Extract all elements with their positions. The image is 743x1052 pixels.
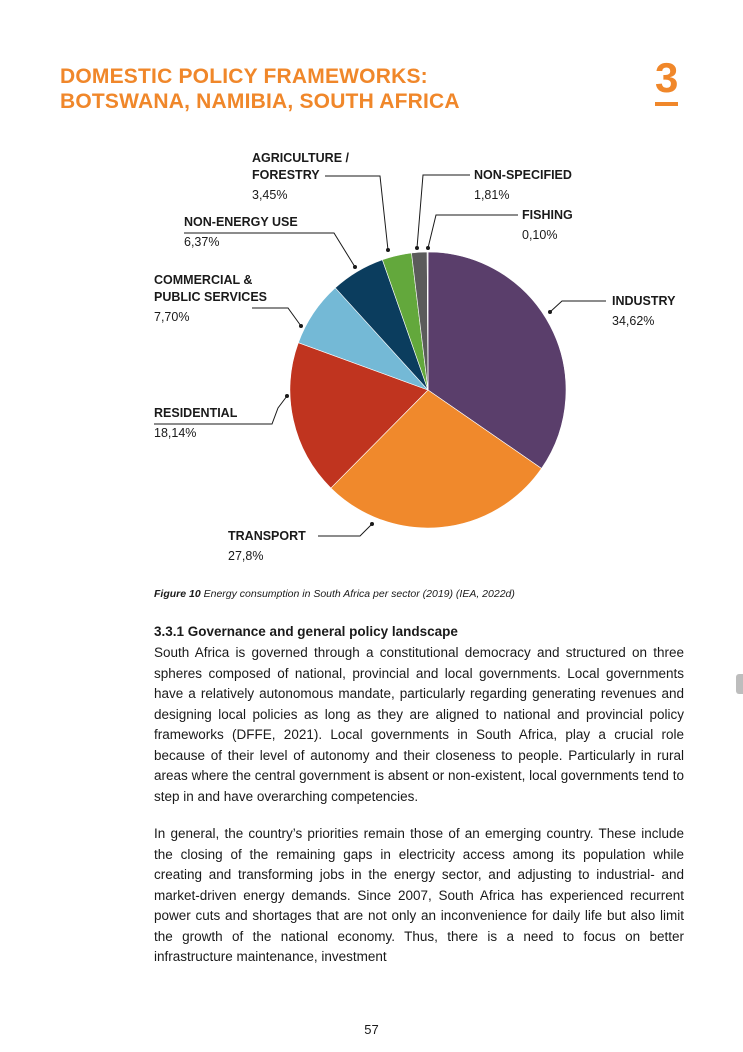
slice-label-value-6: 1,81% <box>474 188 510 202</box>
leader-dot-2 <box>285 394 289 398</box>
slice-label-name-2-0: RESIDENTIAL <box>154 406 238 420</box>
leader-dot-1 <box>370 522 374 526</box>
page-number: 57 <box>364 1022 379 1037</box>
slice-label-name-6-0: NON-SPECIFIED <box>474 168 572 182</box>
leader-dot-6 <box>415 246 419 250</box>
pie-slices <box>290 252 566 528</box>
leader-line-7 <box>428 215 518 248</box>
figure-caption-label: Figure 10 <box>154 588 201 600</box>
figure-caption-text: Energy consumption in South Africa per sector (2019) (IEA, 2022d) <box>200 588 515 600</box>
chapter-number: 3 <box>655 56 678 106</box>
header-title-line-2: BOTSWANA, NAMIBIA, SOUTH AFRICA <box>60 90 460 113</box>
leader-dot-3 <box>299 324 303 328</box>
leader-dot-0 <box>548 310 552 314</box>
leader-dot-4 <box>353 265 357 269</box>
leader-line-5 <box>325 176 388 250</box>
slice-label-name-0-0: INDUSTRY <box>612 294 676 308</box>
leader-line-6 <box>417 175 470 248</box>
scroll-tab[interactable] <box>736 674 743 694</box>
slice-label-name-3-0: COMMERCIAL & <box>154 273 253 287</box>
slice-label-value-1: 27,8% <box>228 549 264 563</box>
slice-label-value-5: 3,45% <box>252 188 288 202</box>
slice-label-name-5-1: FORESTRY <box>252 168 320 182</box>
slice-label-value-7: 0,10% <box>522 228 558 242</box>
slice-label-name-5-0: AGRICULTURE / <box>252 151 349 165</box>
slice-label-value-3: 7,70% <box>154 310 190 324</box>
header-title-line-1: DOMESTIC POLICY FRAMEWORKS: <box>60 65 428 88</box>
slice-label-name-7-0: FISHING <box>522 208 573 222</box>
leader-dot-7 <box>426 246 430 250</box>
slice-label-value-4: 6,37% <box>184 235 220 249</box>
section-heading: 3.3.1 Governance and general policy landscape <box>154 624 458 639</box>
body-paragraph-1: South Africa is governed through a constitutional democracy and structured on three spheres composed of national, provincial and local governments. Local governments have a relatively autonomous mandate, particularly regarding generating revenues and designing local policies as long as they are aligned to national and provincial policy frameworks (DFFE, 2021). Local governments in South Africa, play a crucial role because of their level of autonomy and their closeness to people. Particularly in rural areas where the central government is absent or non-existent, local governments tend to step in and have overarching competencies. <box>154 645 684 804</box>
slice-label-name-3-1: PUBLIC SERVICES <box>154 290 267 304</box>
leader-line-3 <box>252 308 301 326</box>
slice-label-name-4-0: NON-ENERGY USE <box>184 215 298 229</box>
leader-line-1 <box>318 524 372 536</box>
slice-label-value-2: 18,14% <box>154 426 197 440</box>
slice-label-name-1-0: TRANSPORT <box>228 529 306 543</box>
leader-line-0 <box>550 301 606 312</box>
body-paragraph-2: In general, the country’s priorities remain those of an emerging country. These include the closing of the remaining gaps in electricity access among its population while creating and transforming jobs in the energy sector, and adjusting to industrial- and market-driven energy demands. Since 2007, South Africa has experienced recurrent power cuts and shortages that are not only an inconvenience for daily life but also limit the growth of the national economy. Thus, there is a need to focus on better infrastructure maintenance, investment <box>154 826 684 964</box>
energy-consumption-pie-chart <box>0 140 743 580</box>
page-header-title <box>60 64 460 114</box>
figure-caption <box>154 588 694 600</box>
leader-dot-5 <box>386 248 390 252</box>
slice-label-value-0: 34,62% <box>612 314 655 328</box>
